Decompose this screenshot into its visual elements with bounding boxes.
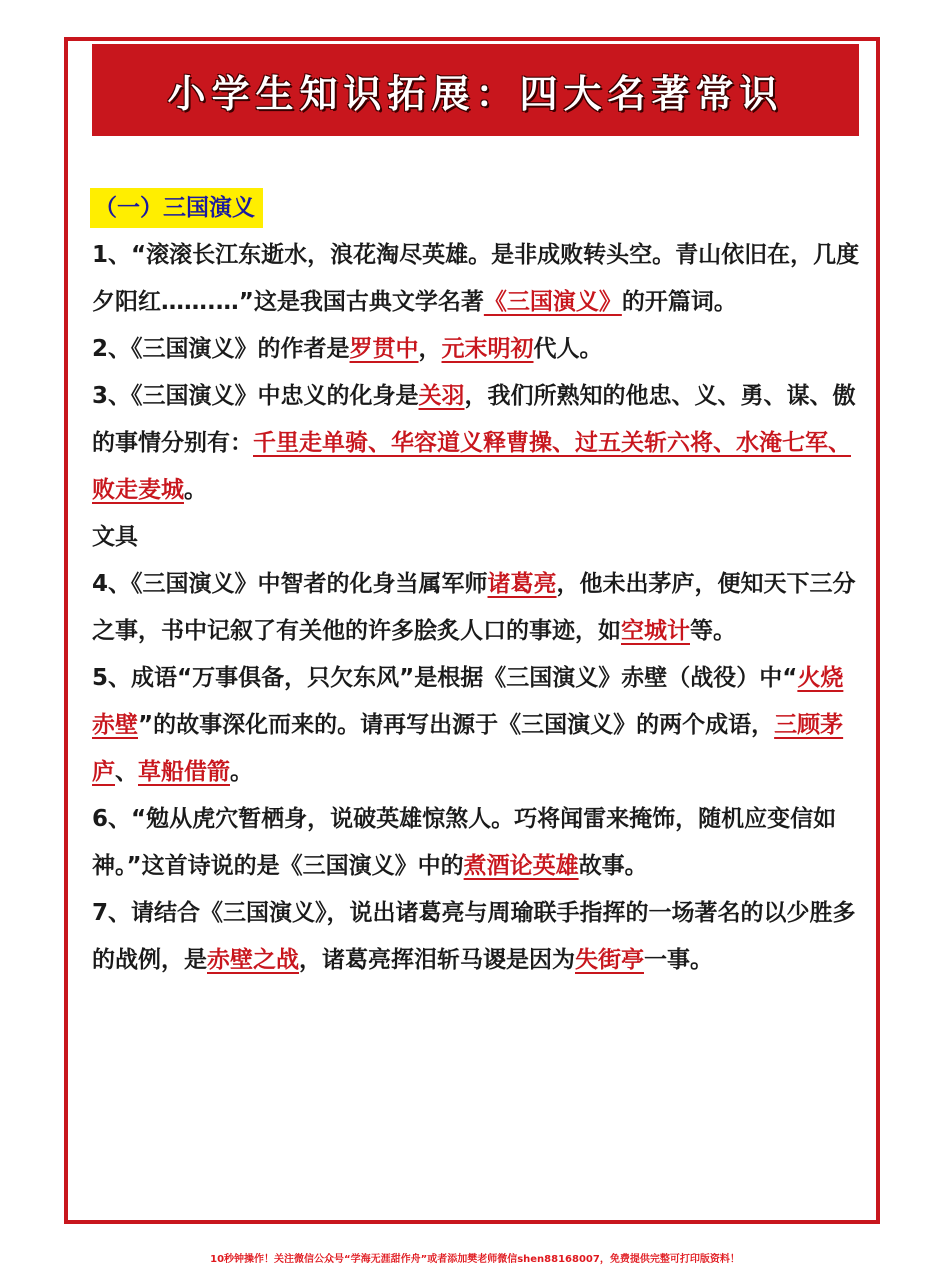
- answer-highlight: 诸葛亮: [487, 571, 557, 597]
- list-item: [92, 326, 862, 373]
- section-title: （一）三国演义: [90, 188, 263, 228]
- answer-highlight: 赤壁之战: [207, 947, 299, 973]
- item-text: 3、《三国演义》中忠义的化身是: [92, 383, 419, 409]
- item-text: ，诸葛亮挥泪斩马谡是因为: [299, 947, 575, 973]
- list-item: [92, 232, 862, 326]
- answer-highlight: 失街亭: [575, 947, 644, 973]
- footer-note: 10秒钟操作！关注微信公众号“学海无涯甜作舟”或者添加樊老师微信shen88168007，免费提供完整可打印版资料！: [210, 1254, 740, 1265]
- item-text: 5、成语“万事俱备，只欠东风”是根据《三国演义》赤壁（战役）中“: [92, 665, 798, 691]
- list-item: [92, 890, 862, 984]
- answer-highlight: 元末明初: [441, 336, 534, 362]
- item-text: ，他未出茅庐，便知天下三分之事，书中记叙了有关他的许多脍炙人口的事迹，如: [92, 571, 856, 644]
- item-list: [92, 232, 862, 984]
- answer-highlight: 三顾茅庐: [92, 712, 844, 785]
- list-item: [92, 514, 862, 561]
- item-text: ，: [418, 336, 442, 362]
- item-text: 文具: [92, 524, 138, 550]
- answer-highlight: 关羽: [418, 383, 465, 409]
- item-text: 故事。: [578, 853, 648, 879]
- item-text: 。: [184, 477, 207, 503]
- answer-highlight: 草船借箭: [138, 759, 230, 785]
- list-item: [92, 796, 862, 890]
- item-text: 1、“滚滚长江东逝水，浪花淘尽英雄。是非成败转头空。青山依旧在，几度夕阳红…….…”这是我国古典文学名著: [92, 242, 860, 315]
- item-text: ”的故事深化而来的。请再写出源于《三国演义》的两个成语，: [138, 712, 775, 738]
- answer-highlight: 《三国演义》: [483, 289, 622, 315]
- item-text: 等。: [690, 618, 736, 644]
- answer-highlight: 空城计: [621, 618, 690, 644]
- list-item: [92, 561, 862, 655]
- title-banner: [92, 44, 859, 136]
- answer-highlight: 煮酒论英雄: [463, 853, 579, 879]
- item-text: ，我们所熟知的他忠、义、勇、谋、傲的事情分别有：: [92, 383, 856, 456]
- item-text: 代人。: [533, 336, 603, 362]
- answer-highlight: 火烧赤壁: [92, 665, 844, 738]
- answer-highlight: 罗贯中: [349, 336, 419, 362]
- item-text: 、: [115, 759, 138, 785]
- item-text: 4、《三国演义》中智者的化身当属军师: [92, 571, 488, 597]
- item-text: 6、“勉从虎穴暂栖身，说破英雄惊煞人。巧将闻雷来掩饰，随机应变信如神。”这首诗说的是《三国演义》中的: [92, 806, 837, 879]
- item-text: 的开篇词。: [621, 289, 737, 315]
- list-item: [92, 373, 862, 514]
- page-title: 小学生知识拓展：四大名著常识: [167, 71, 784, 116]
- answer-highlight: 千里走单骑、华容道义释曹操、过五关斩六将、水淹七军、败走麦城: [92, 430, 851, 503]
- item-text: 。: [230, 759, 253, 785]
- item-text: 2、《三国演义》的作者是: [92, 336, 350, 362]
- list-item: [92, 655, 862, 796]
- item-text: 一事。: [644, 947, 713, 973]
- content-body: [92, 185, 862, 984]
- item-text: 7、请结合《三国演义》，说出诸葛亮与周瑜联手指挥的一场著名的以少胜多的战例，是: [92, 900, 856, 973]
